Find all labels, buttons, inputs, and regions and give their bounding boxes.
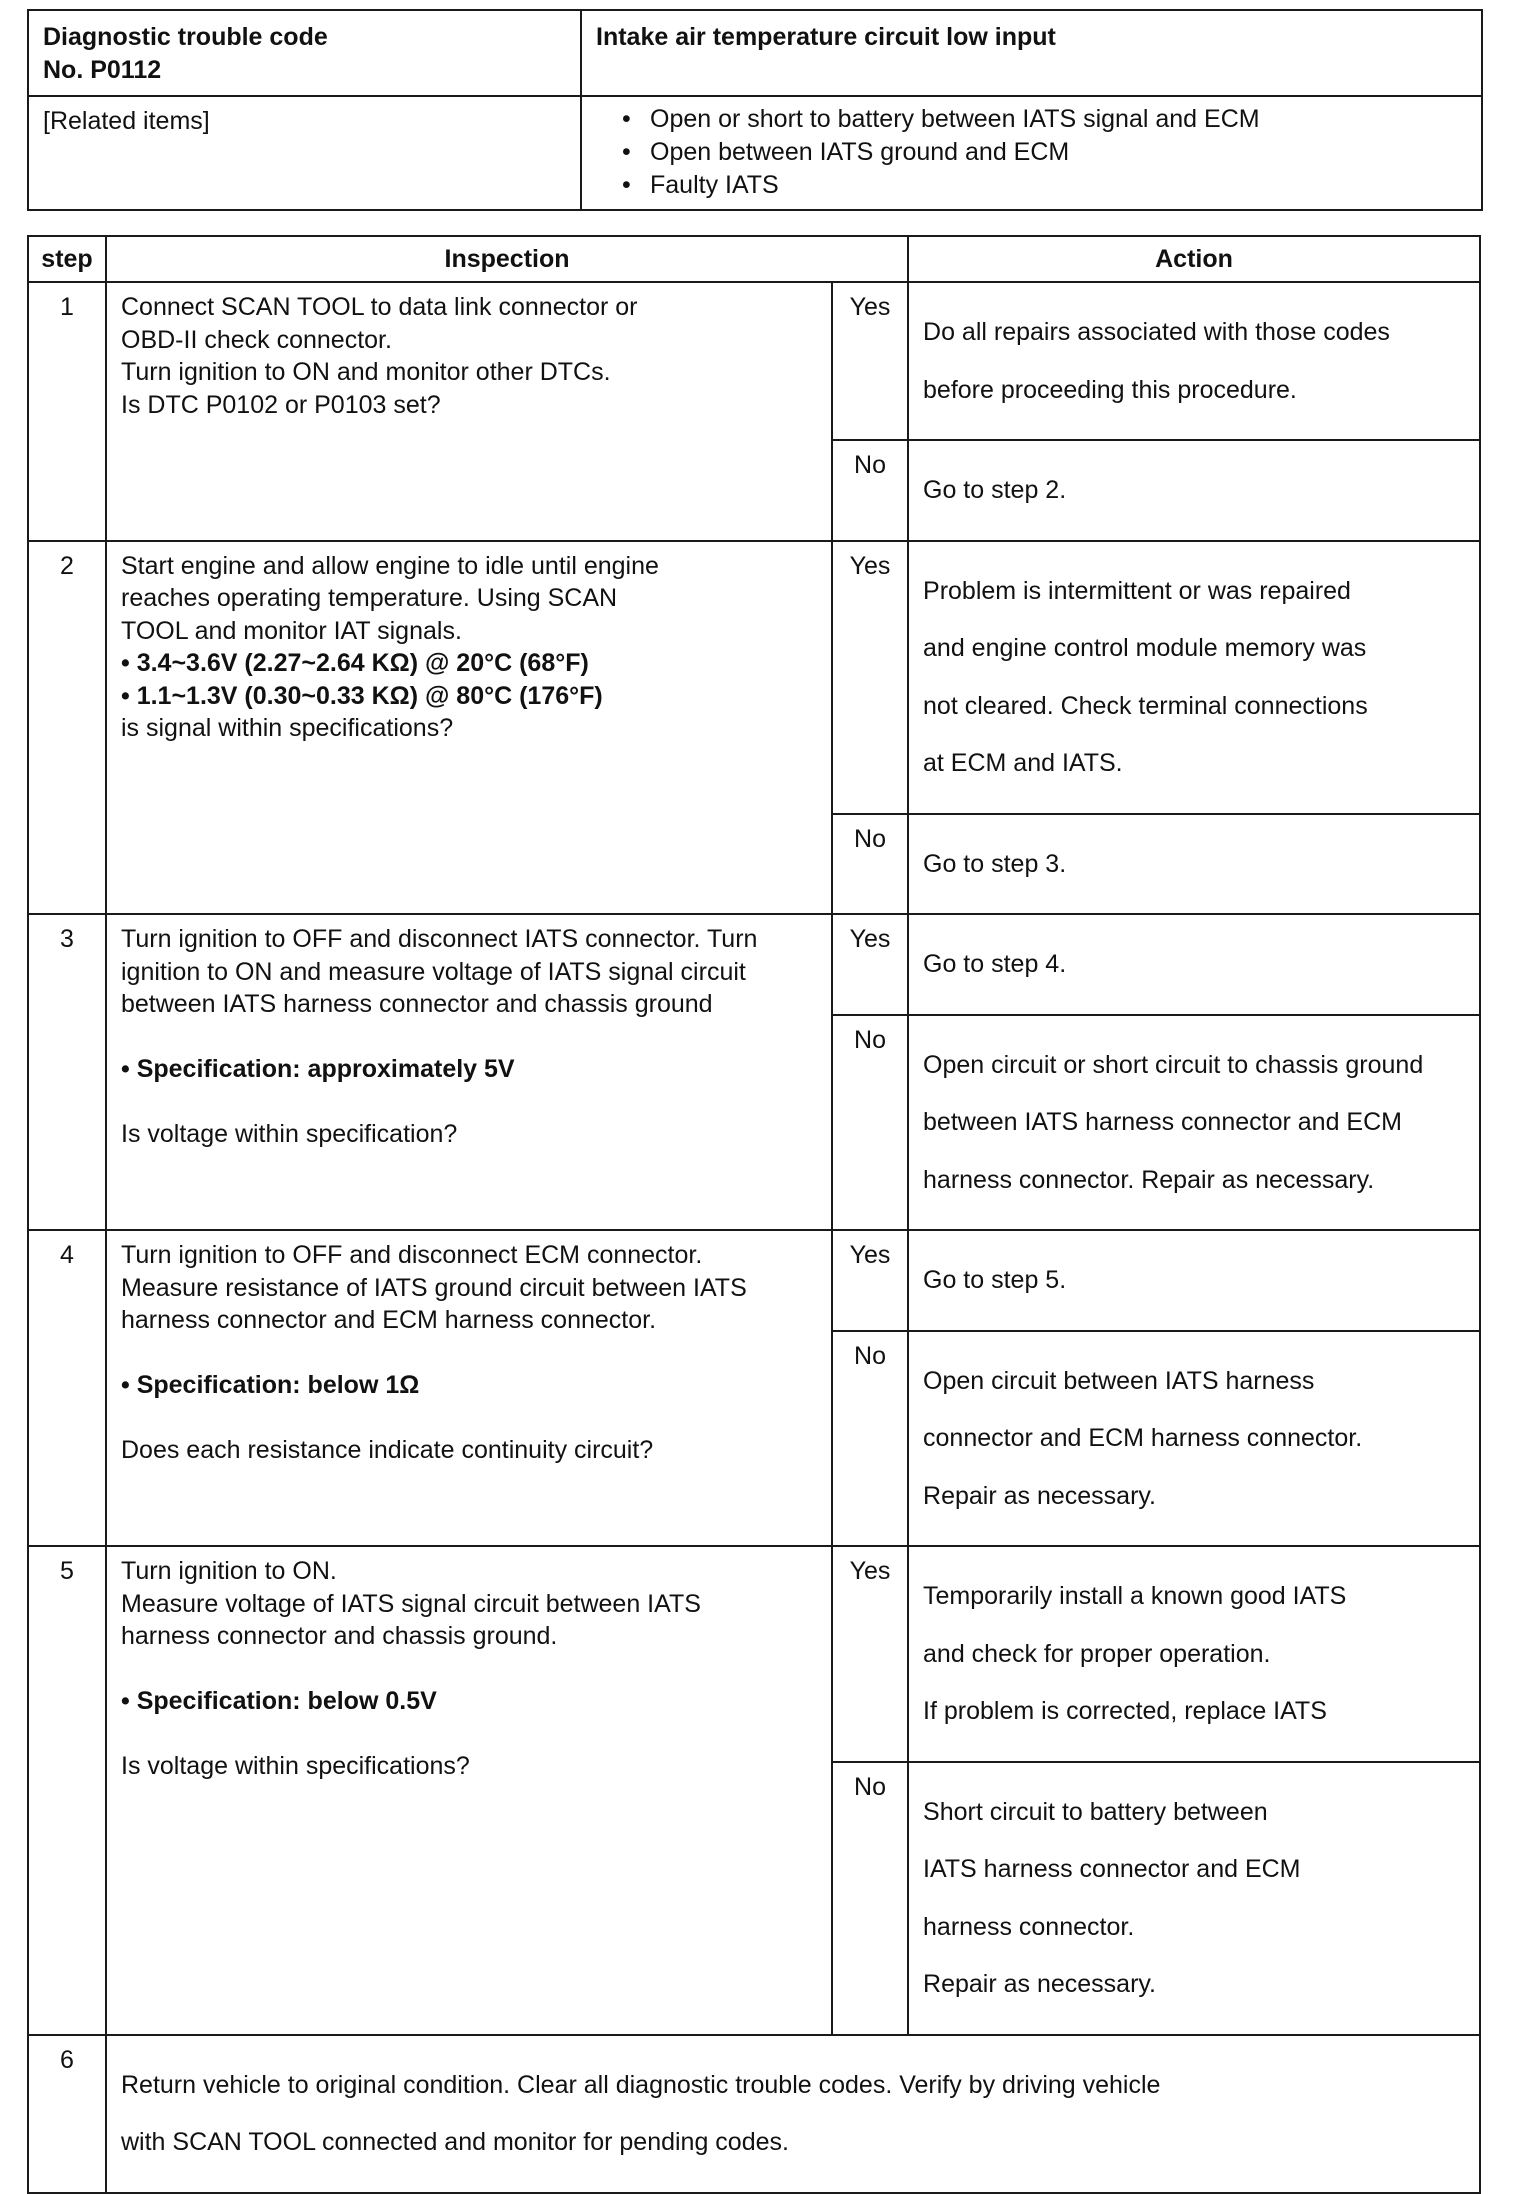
step-number: 4 xyxy=(28,1230,106,1546)
yes-action xyxy=(908,914,1480,1015)
step-row xyxy=(28,282,1480,440)
inspection-line: Connect SCAN TOOL to data link connector or xyxy=(121,293,638,321)
step-inspection xyxy=(106,914,832,1230)
step-row xyxy=(28,2035,1480,2193)
step-inspection xyxy=(106,1546,832,2035)
no-label: No xyxy=(832,440,908,541)
related-items-label: [Related items] xyxy=(28,96,581,210)
step-row xyxy=(28,914,1480,1015)
related-item: • Open or short to battery between IATS signal and ECM xyxy=(650,103,1467,136)
procedure-table xyxy=(27,235,1481,2194)
step-row xyxy=(28,541,1480,814)
procedure-header-row xyxy=(28,236,1480,282)
no-label: No xyxy=(832,1762,908,2035)
specification-line: • Specification: below 1Ω xyxy=(121,1371,420,1399)
action-line: Short circuit to battery between xyxy=(923,1797,1268,1826)
inspection-line: Turn ignition to ON and monitor other DTCs. xyxy=(121,358,611,386)
inspection-question: Does each resistance indicate continuity circuit? xyxy=(121,1436,654,1464)
yes-action xyxy=(908,1230,1480,1331)
action-line: IATS harness connector and ECM xyxy=(923,1855,1301,1883)
dtc-title-row xyxy=(28,10,1482,96)
specification-line: • Specification: approximately 5V xyxy=(121,1055,515,1083)
no-action xyxy=(908,440,1480,541)
action-line: and engine control module memory was xyxy=(923,634,1367,662)
inspection-line: Start engine and allow engine to idle until engine xyxy=(121,551,659,580)
yes-action xyxy=(908,1546,1480,1762)
inspection-line: harness connector and ECM harness connector. xyxy=(121,1306,657,1334)
inspection-line: Measure resistance of IATS ground circuit between IATS xyxy=(121,1273,747,1302)
final-line: Return vehicle to original condition. Clear all diagnostic trouble codes. Verify by driving vehicle xyxy=(121,2070,1161,2099)
inspection-line: OBD-II check connector. xyxy=(121,325,392,354)
inspection-line: reaches operating temperature. Using SCAN xyxy=(121,584,618,612)
no-action xyxy=(908,814,1480,915)
step-row xyxy=(28,1546,1480,1762)
header-step: step xyxy=(28,236,106,282)
step-inspection xyxy=(106,1230,832,1546)
inspection-question: Is voltage within specifications? xyxy=(121,1752,470,1780)
action-line: harness connector. xyxy=(923,1912,1135,1941)
specification-line: • Specification: below 0.5V xyxy=(121,1687,437,1715)
yes-action xyxy=(908,541,1480,814)
action-line: Go to step 5. xyxy=(923,1266,1067,1294)
action-line: Open circuit or short circuit to chassis ground xyxy=(923,1050,1424,1079)
action-line: connector and ECM harness connector. xyxy=(923,1424,1363,1452)
action-line: Go to step 2. xyxy=(923,476,1067,504)
dtc-code-label-line1: Diagnostic trouble code xyxy=(43,23,328,51)
action-line: Go to step 3. xyxy=(923,849,1067,878)
inspection-question: Is voltage within specification? xyxy=(121,1120,458,1148)
related-items-list xyxy=(581,96,1482,210)
yes-label: Yes xyxy=(832,1546,908,1762)
related-items-row xyxy=(28,96,1482,210)
inspection-line: harness connector and chassis ground. xyxy=(121,1622,558,1650)
yes-action xyxy=(908,282,1480,440)
inspection-line: Turn ignition to OFF and disconnect ECM connector. xyxy=(121,1241,703,1269)
action-line: Open circuit between IATS harness xyxy=(923,1366,1315,1395)
no-action xyxy=(908,1015,1480,1231)
dtc-title: Intake air temperature circuit low input xyxy=(581,10,1482,96)
dtc-code-label xyxy=(28,10,581,96)
action-line: Temporarily install a known good IATS xyxy=(923,1582,1347,1610)
step-number: 2 xyxy=(28,541,106,915)
inspection-line: ignition to ON and measure voltage of IATS signal circuit xyxy=(121,957,746,986)
inspection-question: is signal within specifications? xyxy=(121,714,454,742)
action-line: between IATS harness connector and ECM xyxy=(923,1108,1402,1136)
step-row xyxy=(28,1230,1480,1331)
step-number: 1 xyxy=(28,282,106,541)
action-line: If problem is corrected, replace IATS xyxy=(923,1697,1327,1725)
action-line: Go to step 4. xyxy=(923,950,1067,978)
inspection-line: TOOL and monitor IAT signals. xyxy=(121,616,462,645)
step-number: 3 xyxy=(28,914,106,1230)
no-action xyxy=(908,1331,1480,1547)
yes-label: Yes xyxy=(832,282,908,440)
specification-line: • 3.4~3.6V (2.27~2.64 KΩ) @ 20°C (68°F) xyxy=(121,649,589,677)
inspection-line: between IATS harness connector and chassis ground xyxy=(121,990,713,1018)
yes-label: Yes xyxy=(832,1230,908,1331)
specification-line: • 1.1~1.3V (0.30~0.33 KΩ) @ 80°C (176°F) xyxy=(121,681,603,710)
action-line: before proceeding this procedure. xyxy=(923,375,1297,404)
yes-label: Yes xyxy=(832,541,908,814)
action-line: Repair as necessary. xyxy=(923,1970,1156,1998)
related-item: • Open between IATS ground and ECM xyxy=(650,136,1467,169)
step-number: 5 xyxy=(28,1546,106,2035)
dtc-code-number: No. P0112 xyxy=(43,56,162,84)
step-final-text xyxy=(106,2035,1480,2193)
dtc-header-table xyxy=(27,9,1483,211)
action-line: Problem is intermittent or was repaired xyxy=(923,576,1351,605)
header-action: Action xyxy=(908,236,1480,282)
no-action xyxy=(908,1762,1480,2035)
action-line: at ECM and IATS. xyxy=(923,749,1123,777)
no-label: No xyxy=(832,814,908,915)
step-inspection xyxy=(106,541,832,915)
yes-label: Yes xyxy=(832,914,908,1015)
action-line: not cleared. Check terminal connections xyxy=(923,691,1368,720)
related-item: • Faulty IATS xyxy=(650,169,1467,202)
header-inspection: Inspection xyxy=(106,236,908,282)
no-label: No xyxy=(832,1331,908,1547)
action-line: Do all repairs associated with those codes xyxy=(923,318,1390,346)
action-line: and check for proper operation. xyxy=(923,1639,1271,1668)
action-line: harness connector. Repair as necessary. xyxy=(923,1165,1375,1194)
action-line: Repair as necessary. xyxy=(923,1481,1156,1510)
step-number: 6 xyxy=(28,2035,106,2193)
step-inspection xyxy=(106,282,832,541)
final-line: with SCAN TOOL connected and monitor for pending codes. xyxy=(121,2128,789,2156)
inspection-line: Measure voltage of IATS signal circuit between IATS xyxy=(121,1589,701,1618)
inspection-line: Turn ignition to ON. xyxy=(121,1557,337,1585)
inspection-line: Is DTC P0102 or P0103 set? xyxy=(121,390,441,419)
inspection-line: Turn ignition to OFF and disconnect IATS connector. Turn xyxy=(121,925,758,953)
no-label: No xyxy=(832,1015,908,1231)
